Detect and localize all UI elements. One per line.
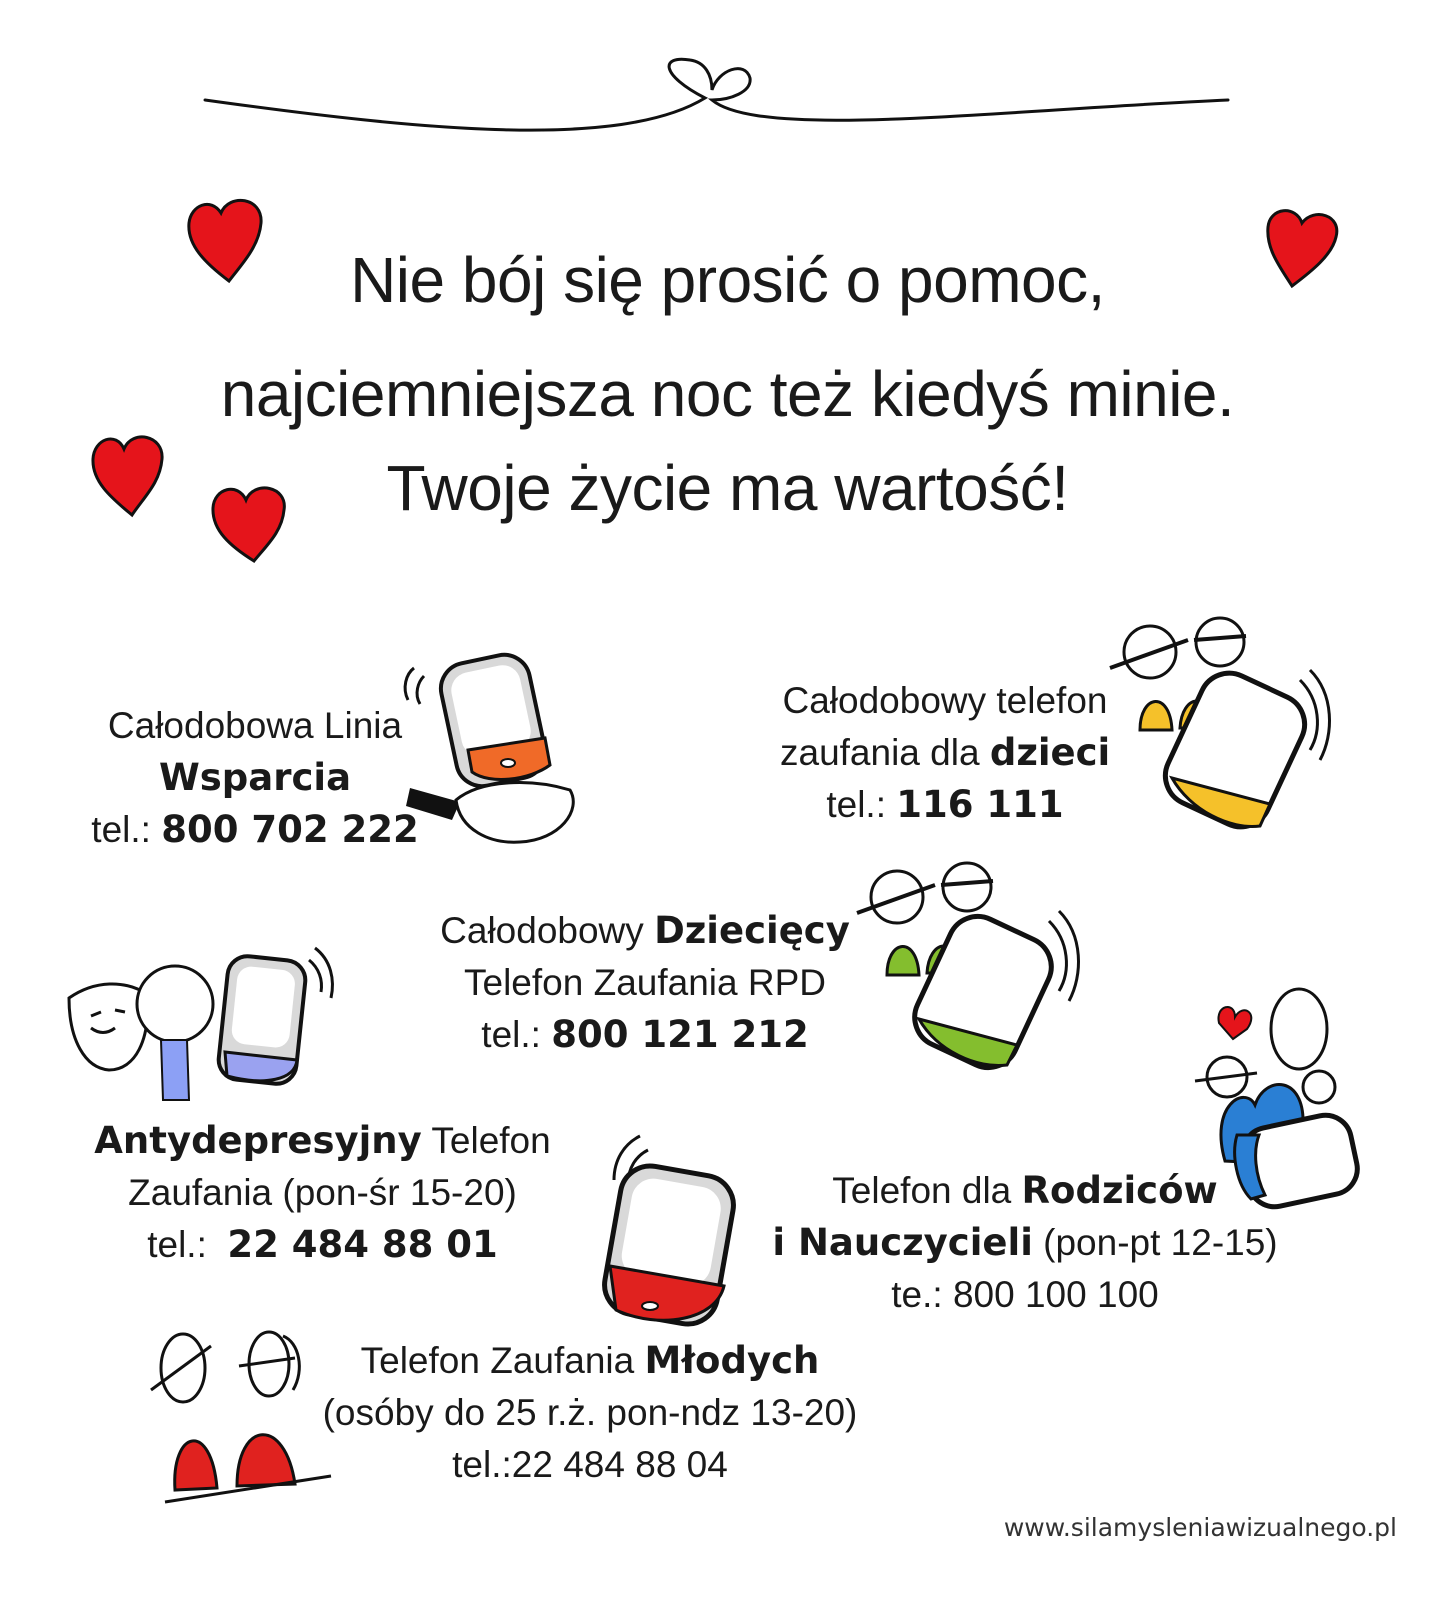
helpline-tel: tel.: 116 111 — [826, 783, 1064, 826]
masks-with-phone-icon — [65, 940, 335, 1105]
helpline-tel: tel.: 22 484 88 01 — [147, 1223, 498, 1266]
phone-number[interactable]: 800 702 222 — [161, 808, 419, 851]
phone-number[interactable]: 22 484 88 01 — [227, 1223, 498, 1266]
helpline-subtitle: (osóby do 25 r.ż. pon-ndz 13-20) — [322, 1392, 858, 1433]
helpline-name: Wsparcia — [158, 756, 352, 799]
slogan-line-2: najciemniejsza noc też kiedyś minie. — [220, 358, 1235, 430]
helpline-mlodych — [320, 1335, 860, 1491]
helpline-rodzicow — [770, 1165, 1280, 1321]
helpline-subtitle: Zaufania (pon-śr 15-20) — [128, 1172, 517, 1213]
heart-string-decoration — [0, 0, 1455, 160]
helpline-title: Całodobowa Linia — [107, 705, 403, 746]
helpline-subtitle: Telefon Zaufania RPD — [464, 962, 826, 1003]
phone-number[interactable]: 116 111 — [896, 783, 1064, 826]
helpline-subtitle: zaufania dla dzieci — [780, 731, 1111, 774]
kids-with-phone-icon — [1110, 610, 1340, 840]
phone-number[interactable]: 800 121 212 — [551, 1013, 809, 1056]
helpline-tel: tel.: 800 702 222 — [91, 808, 419, 851]
slogan-line-3: Twoje życie ma wartość! — [386, 452, 1069, 524]
helpline-title: Telefon dla Rodziców — [832, 1169, 1218, 1212]
young-people-icon — [145, 1320, 340, 1510]
helpline-title: Antydepresyjny Telefon — [94, 1119, 551, 1162]
helpline-dzieci — [780, 675, 1110, 831]
helpline-title: Całodobowy Dziecięcy — [440, 909, 850, 952]
footer-url[interactable]: www.silamysleniawizualnego.pl — [1003, 1513, 1397, 1542]
phone-in-hand-icon — [400, 650, 580, 850]
helpline-tel[interactable]: te.: 800 100 100 — [891, 1274, 1159, 1315]
red-phone-icon — [600, 1120, 740, 1330]
helpline-title: Całodobowy telefon — [782, 680, 1108, 721]
helpline-tel[interactable]: tel.:22 484 88 04 — [452, 1444, 728, 1485]
helpline-tel: tel.: 800 121 212 — [481, 1013, 809, 1056]
helpline-rpd — [440, 905, 850, 1061]
helpline-wsparcia — [90, 700, 420, 856]
helpline-antydepresyjny — [85, 1115, 560, 1271]
helpline-subtitle: i Nauczycieli (pon-pt 12-15) — [772, 1221, 1278, 1264]
kids-with-phone-icon — [855, 855, 1085, 1075]
slogan-line-1: Nie bój się prosić o pomoc, — [350, 244, 1105, 316]
helpline-title: Telefon Zaufania Młodych — [360, 1339, 820, 1382]
